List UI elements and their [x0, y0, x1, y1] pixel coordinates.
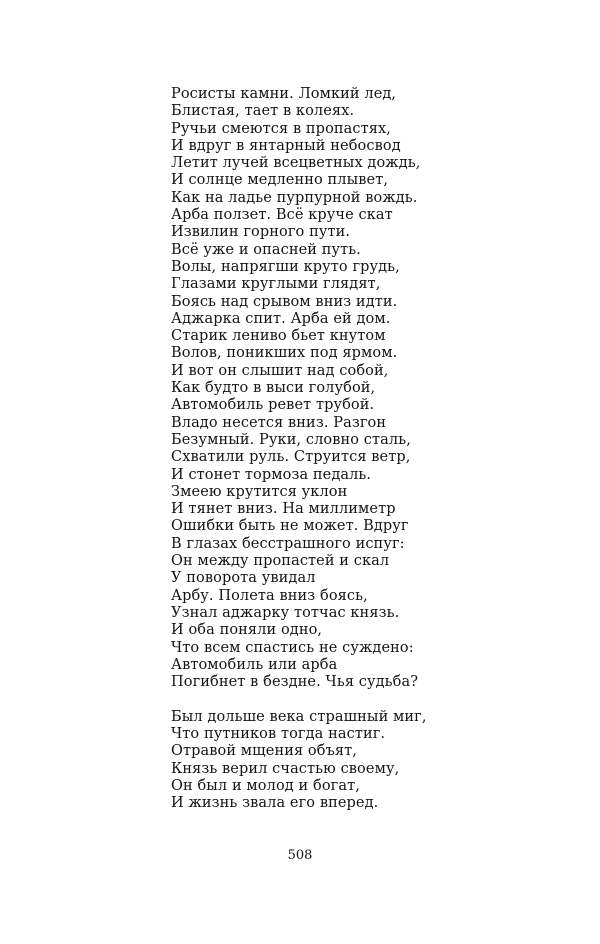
poem-line: И оба поняли одно,: [171, 622, 323, 639]
poem-line: Погибнет в бездне. Чья судьба?: [171, 674, 419, 691]
poem-line: Автомобиль или арба: [171, 656, 338, 673]
page-number: 508: [287, 848, 313, 863]
poem-line: И жизнь звала его вперед.: [171, 795, 379, 812]
poem-line: Автомобиль ревет трубой.: [171, 397, 375, 414]
poem-line: Безумный. Руки, словно сталь,: [171, 431, 411, 448]
poem-line: Росисты камни. Ломкий лед,: [171, 86, 397, 102]
poem-line: И вдруг в янтарный небосвод: [171, 137, 401, 154]
poem-line: И стонет тормоза педаль.: [171, 466, 372, 483]
poem-line: Князь верил счастью своему,: [171, 760, 400, 777]
poem-line: Арбу. Полета вниз боясь,: [171, 587, 368, 604]
poem-line: Глазами круглыми глядят,: [171, 276, 381, 293]
poem-line: Боясь над срывом вниз идти.: [171, 293, 398, 310]
poem-line: Блистая, тает в колеях.: [171, 103, 355, 120]
poem-line: Старик лениво бьет кнутом: [171, 328, 386, 345]
stanza-2: [171, 709, 471, 813]
poem-text: [171, 86, 471, 813]
poem-line: Что путников тогда настиг.: [171, 726, 386, 743]
poem-line: Как на ладье пурпурной вождь.: [171, 189, 418, 206]
poem-line: И тянет вниз. На миллиметр: [171, 501, 396, 518]
poem-line: Был дольше века страшный миг,: [171, 708, 427, 725]
poem-line: Ручьи смеются в пропастях,: [171, 120, 391, 137]
poem-line: Извилин горного пути.: [171, 224, 351, 241]
poem-line: Как будто в выси голубой,: [171, 380, 376, 397]
poem-line: Арба ползет. Всё круче скат: [171, 207, 393, 224]
poem-line: И вот он слышит над собой,: [171, 362, 389, 379]
poem-line: В глазах бесстрашного испуг:: [171, 535, 405, 552]
poem-line: Схватили руль. Струится ветр,: [171, 449, 411, 466]
poem-line: Он между пропастей и скал: [171, 553, 390, 570]
poem-line: У поворота увидал: [171, 570, 316, 587]
poem-line: Владо несется вниз. Разгон: [171, 414, 387, 431]
poem-line: Летит лучей всецветных дождь,: [171, 155, 421, 172]
poem-line: Он был и молод и богат,: [171, 778, 360, 795]
poem-line: Ошибки быть не может. Вдруг: [171, 518, 409, 535]
poem-line: Всё уже и опасней путь.: [171, 241, 361, 258]
poem-line: Что всем спастись не суждено:: [171, 639, 414, 656]
poem-line: Змеею крутится уклон: [171, 483, 348, 500]
poem-line: Волов, поникших под ярмом.: [171, 345, 398, 362]
poem-line: И солнце медленно плывет,: [171, 172, 389, 189]
poem-line: Отравой мщения объят,: [171, 743, 357, 760]
poem-line: Аджарка спит. Арба ей дом.: [171, 310, 391, 327]
stanza-1: [171, 86, 471, 691]
poem-line: Узнал аджарку тотчас князь.: [171, 604, 400, 621]
poem-line: Волы, напрягши круто грудь,: [171, 258, 400, 275]
